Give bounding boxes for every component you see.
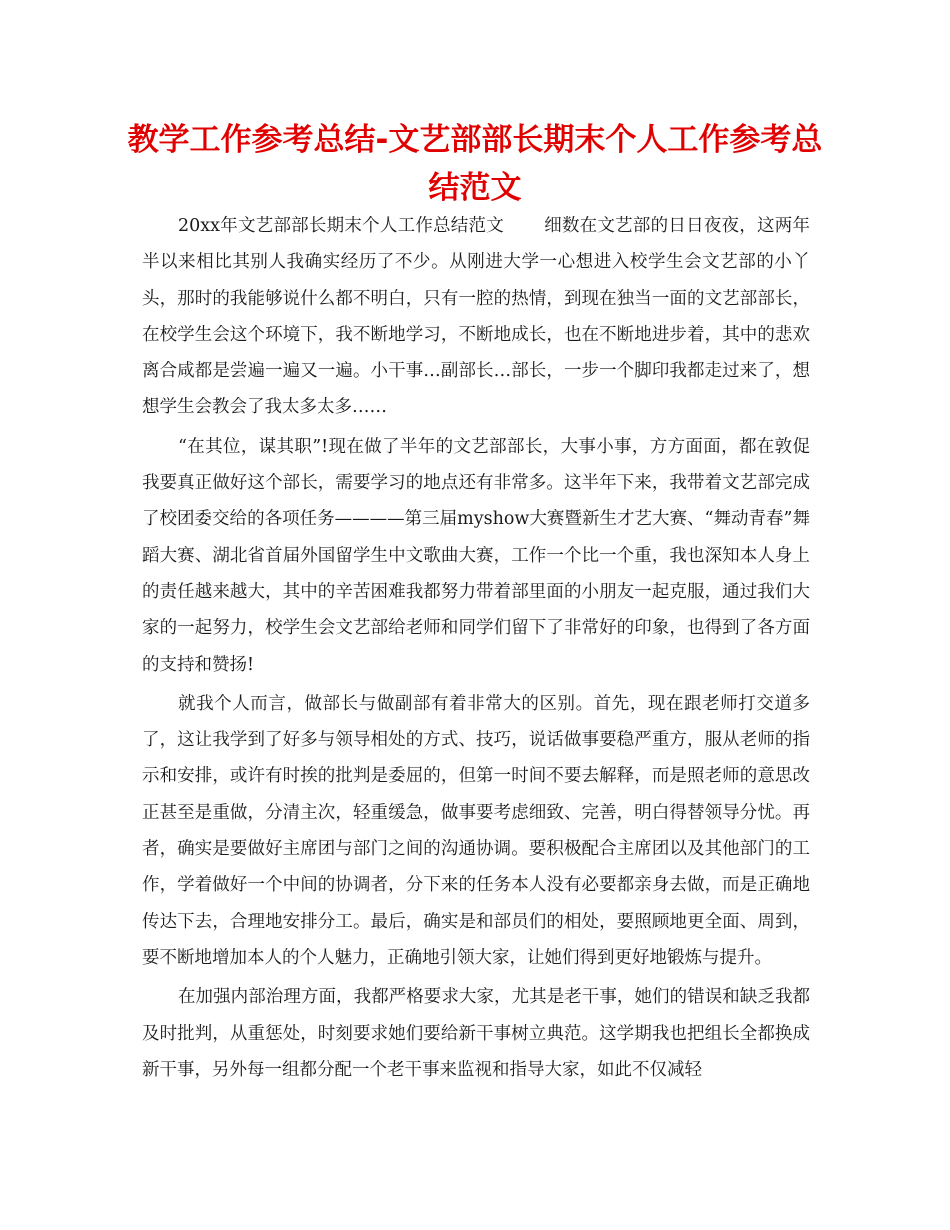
paragraph-3: 就我个人而言，做部长与做副部有着非常大的区别。首先，现在跟老师打交道多了，这让我学到了好多与领导相处的方式、技巧，说话做事要稳严重方，服从老师的指示和安排，或许有时挨的批判是委屈的，但第一时间不要去解释，而是照老师的意思改正甚至是重做，分清主次，轻重缓急，做事要考虑细致、完善，明白得替领导分忧。再者，确实是要做好主席团与部门之间的沟通协调。要积极配合主席团以及其他部门的工作，学着做好一个中间的协调者，分下来的任务本人没有必要都亲身去做，而是正确地传达下去，合理地安排分工。最后，确实是和部员们的相处，要照顾地更全面、周到，要不断地增加本人的个人魅力，正确地引领大家，让她们得到更好地锻炼与提升。 [142, 693, 810, 968]
paragraph-1-text: 细数在文艺部的日日夜夜，这两年半以来相比其别人我确实经历了不少。从刚进大学一心想进入校学生会文艺部的小丫头，那时的我能够说什么都不明白，只有一腔的热情，到现在独当一面的文艺部部长，在校学生会这个环境下，我不断地学习，不断地成长，也在不断地进步着，其中的悲欢离合咸都是尝遍一遍又一遍。小干事…副部长…部长，一步一个脚印我都走过来了，想想学生会教会了我太多太多…… [142, 216, 810, 418]
paragraph-2: “在其位，谋其职”!现在做了半年的文艺部部长，大事小事，方方面面，都在敦促我要真正做好这个部长，需要学习的地点还有非常多。这半年下来，我带着文艺部完成了校团委交给的各项任务————第三届myshow大赛暨新生才艺大赛、“舞动青春”舞蹈大赛、湖北省首届外国留学生中文歌曲大赛，工作一个比一个重，我也深知本人身上的责任越来越大，其中的辛苦困难我都努力带着部里面的小朋友一起克服，通过我们大家的一起努力，校学生会文艺部给老师和同学们留下了非常好的印象，也得到了各方面的支持和赞扬! [142, 436, 810, 675]
document-body [142, 208, 810, 1091]
document-title: 教学工作参考总结-文艺部部长期末个人工作参考总结范文 [127, 122, 823, 206]
intro-heading: 20xx年文艺部部长期末个人工作总结范文 [178, 216, 504, 236]
paragraph-1 [142, 208, 810, 426]
paragraph-4: 在加强内部治理方面，我都严格要求大家，尤其是老干事，她们的错误和缺乏我都及时批判，从重惩处，时刻要求她们要给新干事树立典范。这学期我也把组长全都换成新干事，另外每一组都分配一个老干事来监视和指导大家，如此不仅减轻 [142, 987, 810, 1080]
